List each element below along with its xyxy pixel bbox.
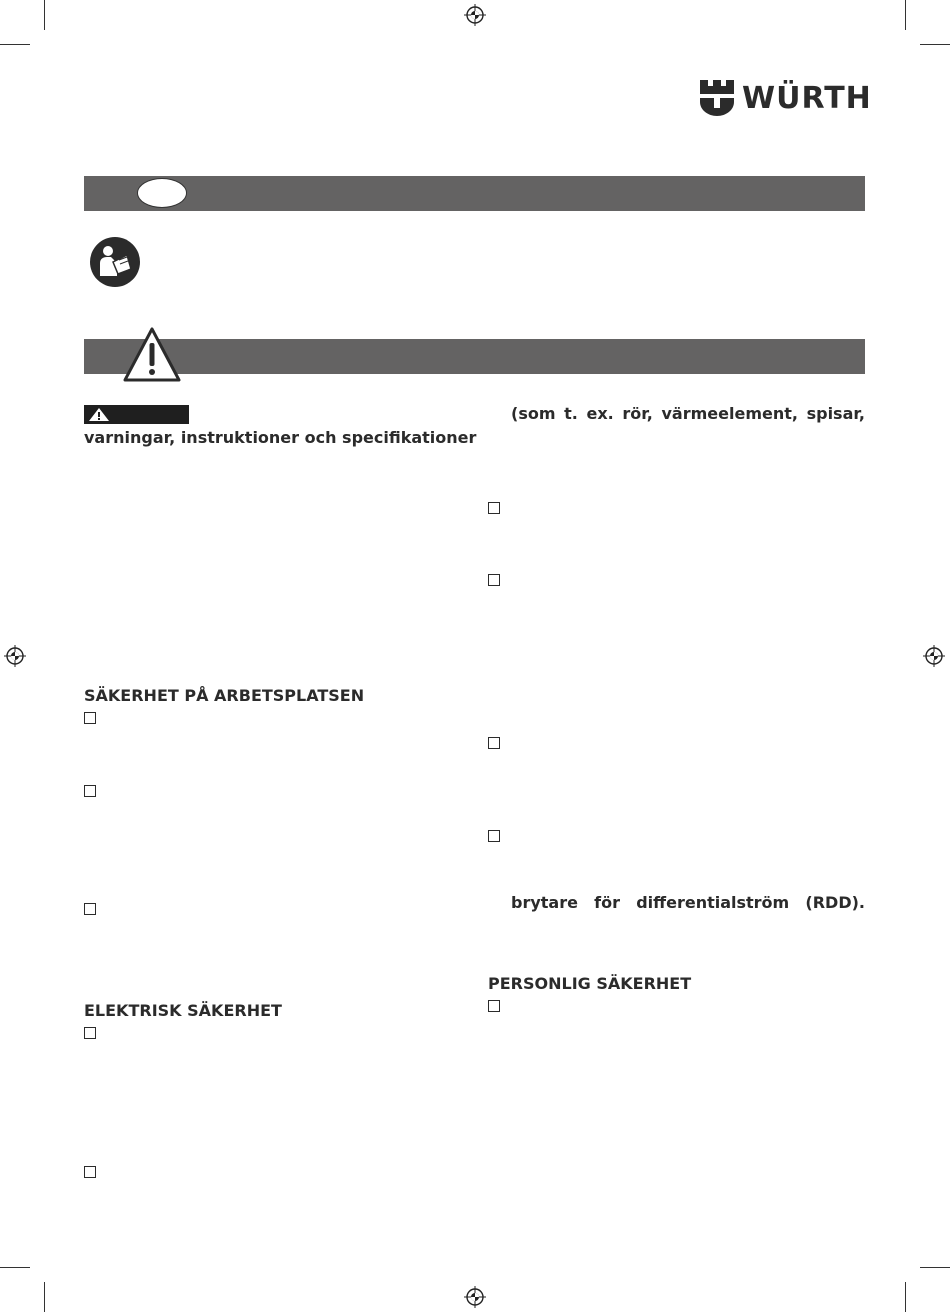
crop-mark-bottom-left-v (44, 1282, 45, 1312)
warning-badge (84, 405, 189, 424)
registration-mark-icon (923, 645, 945, 667)
warning-triangle-icon (88, 407, 110, 422)
list-bullet-box (84, 1027, 96, 1039)
crop-mark-top-right-v (905, 0, 906, 30)
crop-mark-bottom-right-h (920, 1267, 950, 1268)
crop-mark-bottom-left-h (0, 1267, 30, 1268)
heading-electrical-safety: ELEKTRISK SÄKERHET (84, 1001, 282, 1020)
safety-header-band (84, 339, 865, 374)
list-bullet-box (488, 830, 500, 842)
registration-mark-icon (4, 645, 26, 667)
registration-mark-icon (464, 4, 486, 26)
list-bullet-box (488, 502, 500, 514)
list-bullet-box (84, 903, 96, 915)
list-bullet-box (84, 1166, 96, 1178)
crop-mark-bottom-right-v (905, 1282, 906, 1312)
attention-triangle-icon (122, 326, 182, 384)
registration-mark-icon (464, 1286, 486, 1308)
wurth-logo-icon (700, 80, 734, 116)
language-header-band (84, 176, 865, 211)
list-bullet-box (488, 574, 500, 586)
right-text-line-2: brytare för differentialström (RDD). (511, 893, 865, 912)
list-bullet-box (84, 785, 96, 797)
brand-name: WÜRTH (742, 80, 872, 116)
read-manual-icon (89, 236, 141, 288)
heading-workplace-safety: SÄKERHET PÅ ARBETSPLATSEN (84, 686, 365, 705)
crop-mark-top-left-h (0, 44, 30, 45)
list-bullet-box (488, 737, 500, 749)
list-bullet-box (84, 712, 96, 724)
crop-mark-top-right-h (920, 44, 950, 45)
crop-mark-top-left-v (44, 0, 45, 30)
right-text-line-1: (som t. ex. rör, värmeelement, spisar, (511, 404, 865, 423)
warning-text: varningar, instruktioner och specifikationer (84, 428, 477, 447)
brand-logo (700, 80, 872, 116)
heading-personal-safety: PERSONLIG SÄKERHET (488, 974, 692, 993)
language-badge (137, 178, 187, 208)
list-bullet-box (488, 1000, 500, 1012)
